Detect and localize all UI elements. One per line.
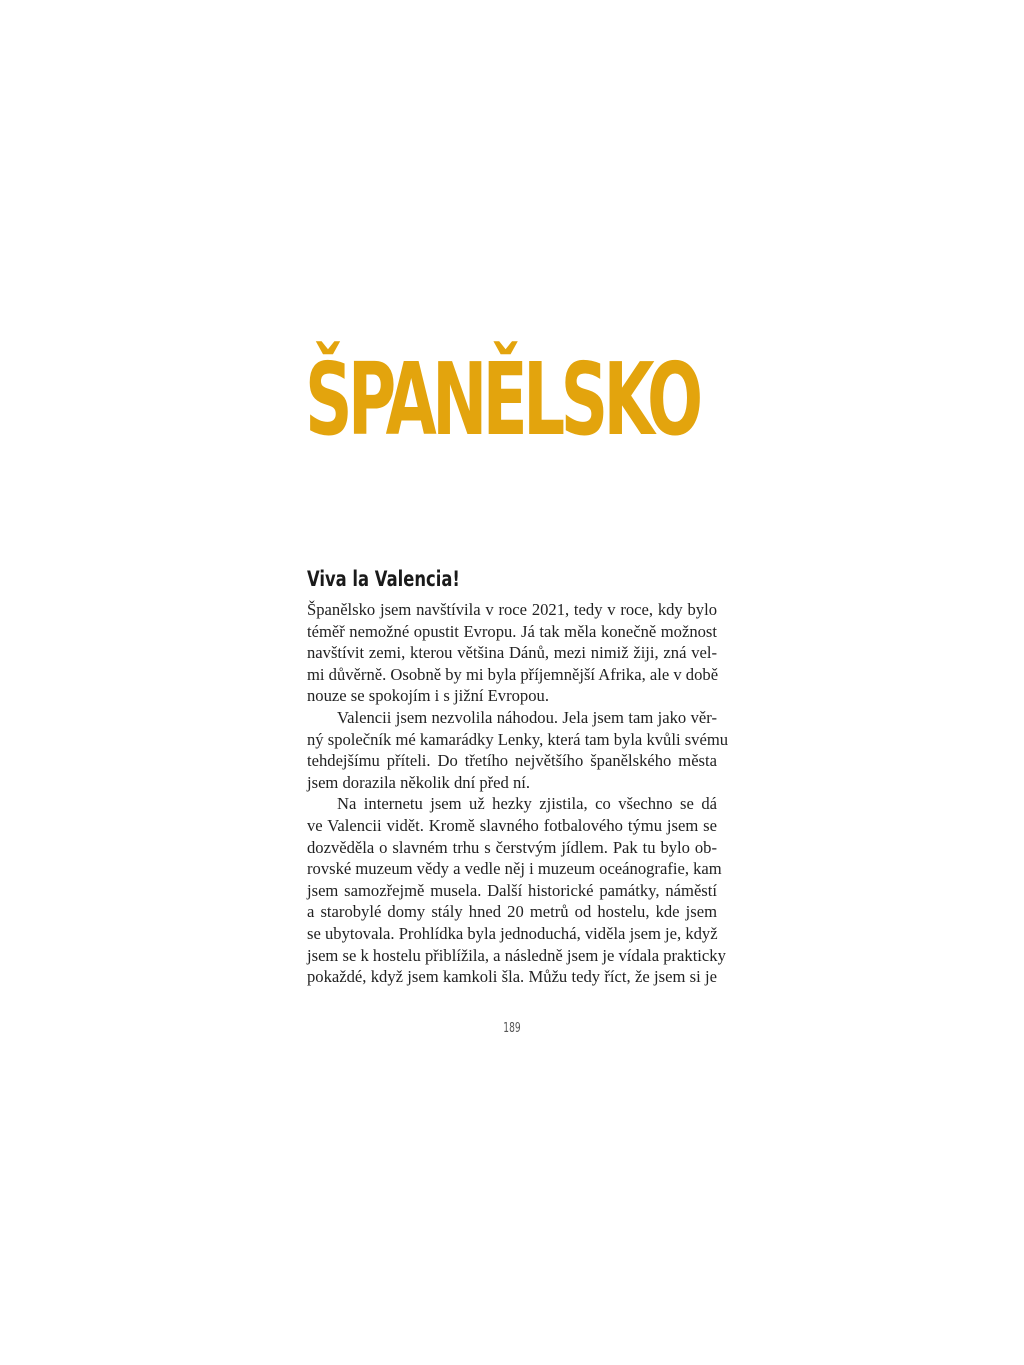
body-line: téměř nemožné opustit Evropu. Já tak měla konečně možnost — [307, 621, 717, 641]
body-text — [307, 599, 729, 988]
body-line: jsem samozřejmě musela. Další historické památky, náměstí — [307, 880, 717, 900]
body-line: navštívit zemi, kterou většina Dánů, mezi nimiž žiji, zná vel- — [307, 643, 717, 663]
body-line: jsem dorazila několik dní před ní. — [307, 772, 531, 792]
body-line: ný společník mé kamarádky Lenky, která tam byla kvůli svému — [307, 729, 729, 749]
body-line: nouze se spokojím i s jižní Evropou. — [307, 686, 549, 706]
chapter-title: ŠPANĚLSKO — [305, 341, 699, 458]
body-line: ve Valencii vidět. Kromě slavného fotbalového týmu jsem se — [307, 815, 717, 835]
body-line: Španělsko jsem navštívila v roce 2021, tedy v roce, kdy bylo — [307, 600, 717, 619]
body-line: mi důvěrně. Osobně by mi byla příjemnější Afrika, ale v době — [307, 664, 719, 684]
body-line: Valencii jsem nezvolila náhodou. Jela jsem tam jako věr- — [337, 707, 717, 727]
page-number: 189 — [503, 1021, 521, 1036]
body-line: dozvěděla o slavném trhu s čerstvým jídlem. Pak tu bylo ob- — [307, 837, 717, 857]
body-line: tehdejšímu příteli. Do třetího největšího španělského města — [307, 751, 717, 771]
body-line: jsem se k hostelu přiblížila, a následně jsem je vídala prakticky — [307, 945, 726, 965]
body-line: rovské muzeum vědy a vedle něj i muzeum oceánografie, kam — [307, 859, 722, 879]
body-line: a starobylé domy stály hned 20 metrů od hostelu, kde jsem — [307, 902, 717, 922]
body-line: pokaždé, když jsem kamkoli šla. Můžu tedy říct, že jsem si je — [307, 967, 717, 987]
section-heading: Viva la Valencia! — [307, 567, 460, 591]
body-line: se ubytovala. Prohlídka byla jednoduchá, viděla jsem je, když — [307, 923, 718, 943]
body-line: Na internetu jsem už hezky zjistila, co všechno se dá — [337, 794, 717, 814]
